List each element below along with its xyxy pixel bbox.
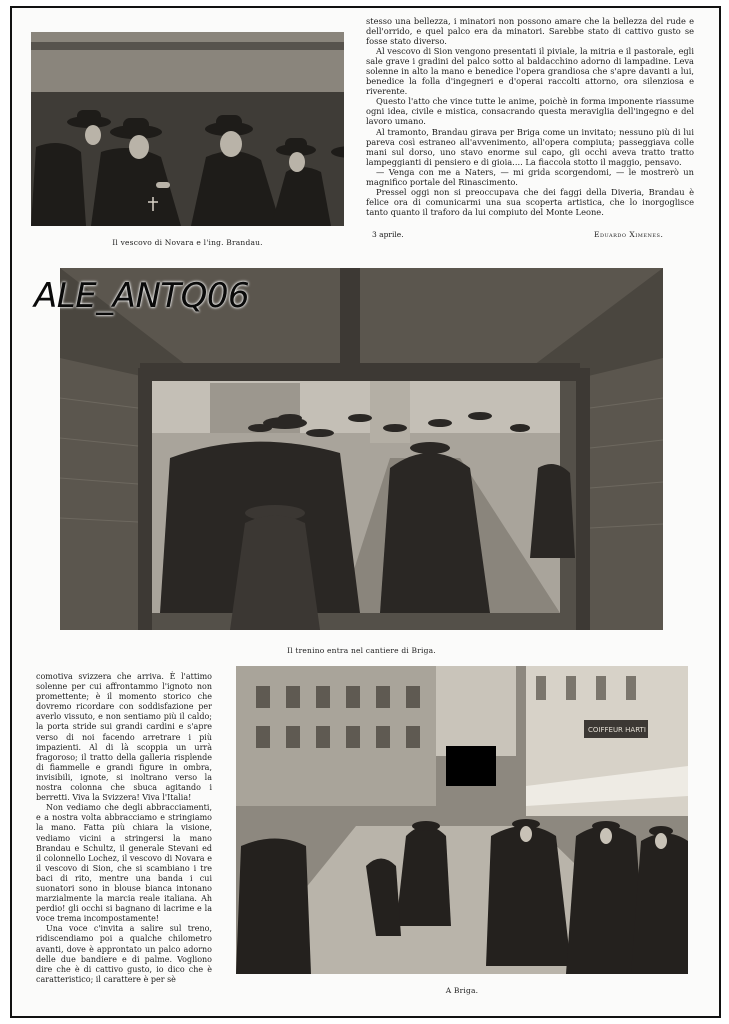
paragraph: Non vediamo che degli abbracciamenti, e a nostra volta abbracciamo e stringiamo la mano. Fatta più chiara la visione, vediamo vicini a stringersi la mano Brandau e Schultz, il generale Stevani ed il colonnello Lochez, il vescovo di Novara e il vescovo di Sion, che si scambiano i tre baci di rito, mentre una banda i cui suonatori sono in blouse bianca intonano marzialmente la marcia reale italiana. Ah perdio! gli occhi si bagnano di lacrime e la voce trema incompostamente! bbox=[36, 803, 212, 924]
paragraph: Questo l'atto che vince tutte le anime, poichè in forma imponente riassume ogni idea, civile e mistica, consacrando questa meraviglia dell'ingegno e del lavoro umano. bbox=[366, 96, 694, 127]
top-photo-image bbox=[31, 32, 344, 226]
paragraph: Una voce c'invita a salire sul treno, ridiscendiamo poi a qualche chilometro avanti, dove è approntato un palco adorno delle due bandiere e di palme. Vogliono dire che è di cattivo gusto, io dico che è caratteristico; il carattere è per sè bbox=[36, 924, 212, 984]
bottom-photo-image bbox=[236, 666, 688, 974]
middle-photo-image bbox=[60, 268, 663, 630]
top-photo-caption: Il vescovo di Novara e l'ing. Brandau. bbox=[112, 238, 263, 247]
middle-photo-caption: Il trenino entra nel cantiere di Briga. bbox=[287, 646, 436, 655]
shop-sign: COIFFEUR HARTI bbox=[588, 726, 646, 734]
bottom-photo-caption: A Briga. bbox=[445, 986, 479, 995]
bottom-photo bbox=[236, 666, 688, 974]
article-date: 3 aprile. bbox=[372, 230, 404, 239]
paragraph: Pressel oggi non si preoccupava che dei faggi della Diveria, Brandau è felice ora di comunicarmi una sua scoperta artistica, che lo inorgoglisce tanto quanto il traforo da lui compiuto del Monte Leone. bbox=[366, 186, 694, 217]
left-bottom-text-column bbox=[36, 672, 212, 985]
watermark-text: ALE_ANTQ06 bbox=[34, 276, 250, 316]
paragraph: — Venga con me a Naters, — mi grida scorgendomi, — le mostrerò un magnifico portale del Rinascimento. bbox=[366, 166, 694, 187]
article-author: Eduardo Ximenes. bbox=[594, 230, 664, 239]
paragraph: Al tramonto, Brandau girava per Briga come un invitato; nessuno più di lui pareva così estraneo all'avvenimento, all'opera compiuta; passeggiava colle mani sul dorso, uno stavo enorme sul capo, gli occhi aveva tratto tratto lampeggianti di pensiero e di gioia.... La fiaccola stotto il maggio, pensavo. bbox=[366, 126, 694, 167]
paragraph: comotiva svizzera che arriva. È l'attimo solenne per cui affrontammo l'ignoto non promettente; è il momento storico che dovremo ricordare con soddisfazione per averlo vissuto, e non sentiamo più il caldo; la porta stride sui grandi cardini e s'apre verso di noi facendo arretrare i più impazienti. Al di là scoppia un urrà fragoroso; il tratto della galleria risplende di fiammelle e grandi figure in ombra, invisibili, ignote, si inoltrano verso la nostra colonna che sbuca agitando i berretti. Viva la Svizzera! Viva l'Italia! bbox=[36, 672, 212, 803]
top-photo bbox=[31, 32, 344, 226]
middle-photo bbox=[60, 268, 663, 630]
right-top-text-column bbox=[366, 16, 694, 217]
paragraph: stesso una bellezza, i minatori non possono amare che la bellezza del rude e dell'orrido, e quel palco era da minatori. Sarebbe stato di cattivo gusto se fosse stato diverso. bbox=[366, 16, 694, 47]
paragraph: Al vescovo di Sion vengono presentati il piviale, la mitria e il pastorale, egli sale grave i gradini del palco sotto al baldacchino adorno di lampadine. Leva solenne in alto la mano e benedice l'opera grandiosa che s'apre davanti a lui, benedice la folla d'ingegneri e d'operai raccolti attorno, ora silenziosa e riverente. bbox=[366, 46, 694, 97]
